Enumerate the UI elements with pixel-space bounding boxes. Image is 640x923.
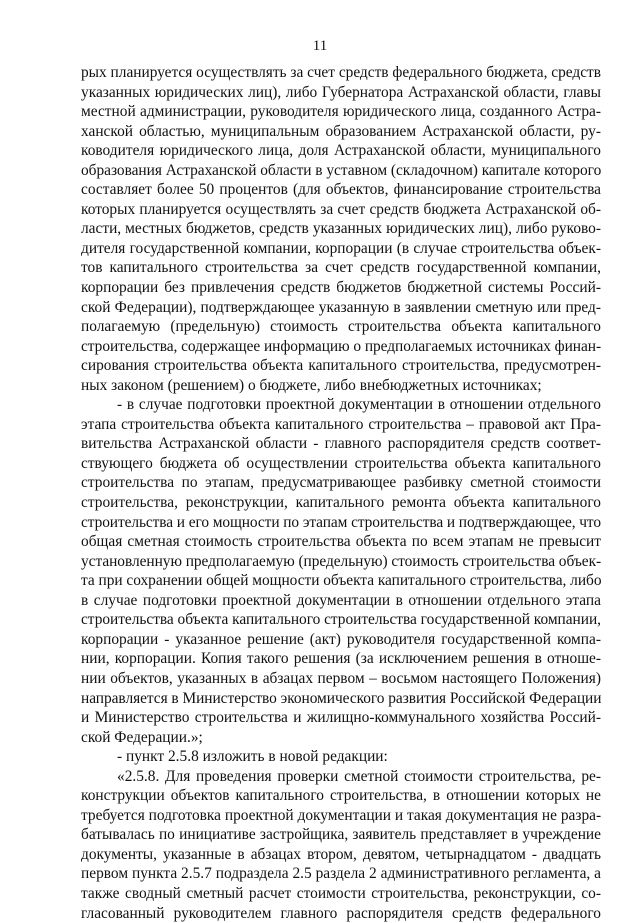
text-line: сирования строительства объекта капитального строительства, предусмотрен- (81, 357, 601, 375)
text-line: та при сохранении общей мощности объекта капитального строительства, либо (81, 572, 602, 590)
text-line: корпорации - указанное решение (акт) руководителя государственной компа- (81, 630, 601, 648)
text-line: первом пункта 2.5.7 подраздела 2.5 раздела 2 административного регламента, а (81, 865, 601, 883)
text-line: составляет более 50 процентов (для объектов, финансирование строительства (81, 181, 601, 199)
text-line: «2.5.8. Для проведения проверки сметной стоимости строительства, ре- (117, 767, 601, 785)
text-line: - пункт 2.5.8 изложить в новой редакции: (117, 748, 388, 766)
text-line: нии объектов, указанных в абзацах первом – восьмом настоящего Положения) (81, 669, 601, 687)
text-line: нии, корпорации. Копия такого решения (за исключением решения в отноше- (81, 650, 601, 668)
text-line: общая сметная стоимость строительства объекта по всем этапам не превысит (81, 533, 601, 551)
page-number: 11 (312, 38, 328, 54)
text-line: указанных юридических лиц), либо Губернатора Астраханской области, главы (81, 83, 601, 101)
text-line: также сводный сметный расчет стоимости строительства, реконструкции, со- (81, 884, 601, 902)
text-line: полагаемую (предельную) стоимость строительства объекта капитального (81, 318, 601, 336)
text-line: образования Астраханской области в уставном (складочном) капитале которого (81, 161, 602, 179)
text-line: ных законом (решением) о бюджете, либо внебюджетных источниках; (81, 376, 542, 394)
text-line: конструкции объектов капитального строительства, в отношении которых не (81, 787, 601, 805)
text-line: направляется в Министерство экономического развития Российской Федерации (81, 689, 602, 707)
text-line: требуется подготовка проектной документации и такая документация не разра- (81, 806, 602, 824)
text-line: батывалась по инициативе застройщика, заявитель представляет в учреждение (81, 826, 601, 844)
text-line: в случае подготовки проектной документации в отношении отдельного этапа (81, 591, 601, 609)
text-line: вительства Астраханской области - главного распорядителя средств соответ- (81, 435, 601, 453)
text-line: рых планируется осуществлять за счет средств федерального бюджета, средств (81, 64, 601, 81)
text-line: строительства, реконструкции, капитального ремонта объекта капитального (81, 494, 601, 512)
text-line: ласти, местных бюджетов, средств указанных юридических лиц), либо руково- (81, 220, 601, 238)
text-line: тов капитального строительства за счет средств государственной компании, (81, 259, 601, 277)
text-line: ководителя юридического лица, доля Астраханской области, муниципального (81, 142, 601, 160)
text-line: строительства по этапам, предусматривающее разбивку сметной стоимости (81, 474, 601, 492)
text-line: ской Федерации), подтверждающее указанную в заявлении сметную или пред- (81, 298, 601, 316)
text-line: ствующего бюджета об осуществлении строительства объекта капитального (81, 454, 601, 472)
text-line: строительства и его мощности по этапам строительства и подтверждающее, что (81, 513, 601, 531)
text-line: строительства объекта капитального строительства государственной компании, (81, 611, 601, 629)
text-line: - в случае подготовки проектной документации в отношении отдельного (117, 396, 601, 414)
text-line: дителя государственной компании, корпорации (в случае строительства объек- (81, 239, 601, 257)
text-line: строительства, содержащее информацию о предполагаемых источниках финан- (81, 337, 602, 355)
text-line: гласованный руководителем главного распорядителя средств федерального (81, 904, 601, 922)
text-line: корпорации без привлечения средств бюджетов бюджетной системы Россий- (81, 279, 601, 297)
text-line: которых планируется осуществлять за счет средств бюджета Астраханской об- (81, 200, 601, 218)
text-line: ханской областью, муниципальным образованием Астраханской области, ру- (81, 122, 601, 140)
text-line: местной администрации, руководителя юридического лица, созданного Астра- (81, 103, 601, 121)
text-line: этапа строительства объекта капитального строительства – правовой акт Пра- (81, 415, 601, 433)
text-line: ской Федерации.»; (81, 728, 203, 746)
text-line: и Министерство строительства и жилищно-коммунального хозяйства Россий- (81, 709, 601, 727)
body-text (81, 63, 601, 923)
text-line: установленную предполагаемую (предельную) стоимость строительства объек- (81, 552, 602, 570)
text-line: документы, указанные в абзацах втором, девятом, четырнадцатом - двадцать (81, 845, 601, 863)
